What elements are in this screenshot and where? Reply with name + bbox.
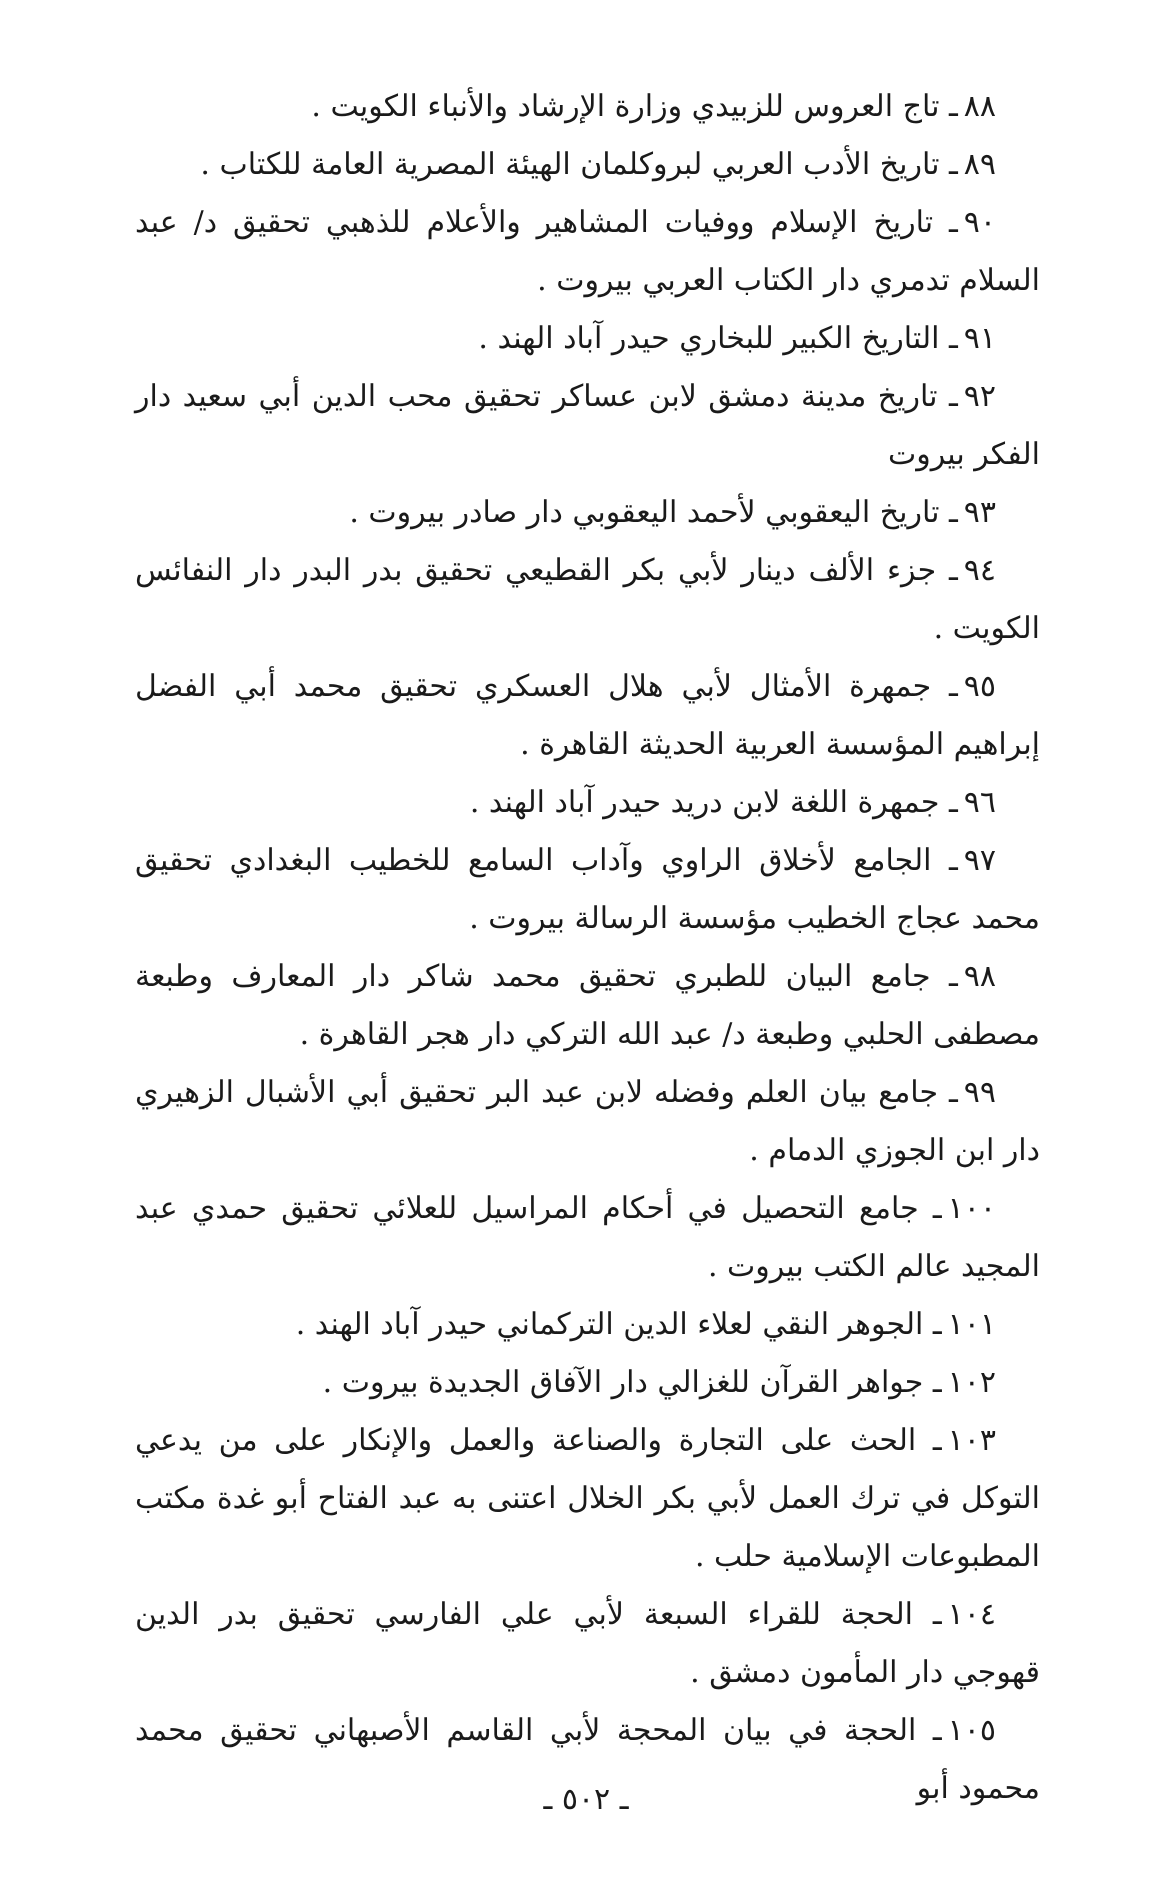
entry-number: ٩١ <box>963 321 996 356</box>
entry-text: ـ تاريخ الإسلام ووفيات المشاهير والأعلام للذهبي تحقيق د/ عبد السلام تدمري دار الكتاب العربي بيروت . <box>135 205 1040 298</box>
entry-text: ـ التاريخ الكبير للبخاري حيدر آباد الهند . <box>478 321 958 356</box>
entry-number: ٨٨ <box>963 89 996 124</box>
bibliography-entry-101 <box>135 1296 1040 1354</box>
entry-number: ٩٨ <box>963 959 996 994</box>
bibliography-entry-88 <box>135 78 1040 136</box>
entry-number: ١٠٥ <box>947 1713 996 1748</box>
bibliography-entry-92 <box>135 368 1040 484</box>
bibliography-entry-103 <box>135 1412 1040 1586</box>
entry-number: ١٠١ <box>947 1307 996 1342</box>
bibliography-entry-89 <box>135 136 1040 194</box>
bibliography-entry-91 <box>135 310 1040 368</box>
entry-number: ٨٩ <box>963 147 996 182</box>
entry-text: ـ جزء الألف دينار لأبي بكر القطيعي تحقيق بدر البدر دار النفائس الكويت . <box>135 553 1040 646</box>
entry-text: ـ جامع بيان العلم وفضله لابن عبد البر تحقيق أبي الأشبال الزهيري دار ابن الجوزي الدمام . <box>135 1075 1040 1168</box>
entry-text: ـ الحث على التجارة والصناعة والعمل والإنكار على من يدعي التوكل في ترك العمل لأبي بكر الخلال اعتنى به عبد الفتاح أبو غدة مكتب المطبوعات الإسلامية حلب . <box>135 1423 1040 1574</box>
bibliography-entry-99 <box>135 1064 1040 1180</box>
entry-text: ـ جمهرة الأمثال لأبي هلال العسكري تحقيق محمد أبي الفضل إبراهيم المؤسسة العربية الحديثة القاهرة . <box>135 669 1040 762</box>
page-number: ـ ٥٠٢ ـ <box>543 1782 629 1817</box>
bibliography-entry-95 <box>135 658 1040 774</box>
entry-text: ـ الجوهر النقي لعلاء الدين التركماني حيدر آباد الهند . <box>295 1307 942 1342</box>
entry-number: ٩٠ <box>963 205 996 240</box>
bibliography-entry-90 <box>135 194 1040 310</box>
entry-number: ١٠٤ <box>947 1597 997 1632</box>
entry-text: ـ تاريخ مدينة دمشق لابن عساكر تحقيق محب الدين أبي سعيد دار الفكر بيروت <box>135 379 1040 472</box>
entry-text: ـ جامع التحصيل في أحكام المراسيل للعلائي تحقيق حمدي عبد المجيد عالم الكتب بيروت . <box>135 1191 1040 1284</box>
entry-number: ٩٩ <box>963 1075 996 1110</box>
entry-text: ـ الحجة للقراء السبعة لأبي علي الفارسي تحقيق بدر الدين قهوجي دار المأمون دمشق . <box>135 1597 1040 1690</box>
entry-number: ١٠٢ <box>947 1365 996 1400</box>
bibliography-entry-104 <box>135 1586 1040 1702</box>
bibliography-entry-102 <box>135 1354 1040 1412</box>
entry-text: ـ تاج العروس للزبيدي وزارة الإرشاد والأنباء الكويت . <box>311 89 958 124</box>
entry-text: ـ جواهر القرآن للغزالي دار الآفاق الجديدة بيروت . <box>322 1365 942 1400</box>
bibliography-entry-97 <box>135 832 1040 948</box>
entry-text: ـ الحجة في بيان المحجة لأبي القاسم الأصبهاني تحقيق محمد محمود أبو <box>135 1713 1040 1806</box>
entry-number: ٩٢ <box>963 379 996 414</box>
entry-number: ٩٦ <box>963 785 996 820</box>
entry-number: ٩٧ <box>963 843 996 878</box>
entry-number: ٩٥ <box>963 669 996 704</box>
entry-number: ١٠٣ <box>947 1423 996 1458</box>
bibliography-entry-93 <box>135 484 1040 542</box>
bibliography-list <box>135 78 1040 1818</box>
bibliography-entry-100 <box>135 1180 1040 1296</box>
entry-text: ـ تاريخ اليعقوبي لأحمد اليعقوبي دار صادر بيروت . <box>349 495 958 530</box>
entry-text: ـ تاريخ الأدب العربي لبروكلمان الهيئة المصرية العامة للكتاب . <box>200 147 958 182</box>
entry-number: ١٠٠ <box>947 1191 996 1226</box>
bibliography-entry-98 <box>135 948 1040 1064</box>
entry-number: ٩٣ <box>963 495 996 530</box>
bibliography-entry-94 <box>135 542 1040 658</box>
entry-text: ـ جامع البيان للطبري تحقيق محمد شاكر دار المعارف وطبعة مصطفى الحلبي وطبعة د/ عبد الله التركي دار هجر القاهرة . <box>135 959 1040 1052</box>
entry-number: ٩٤ <box>963 553 996 588</box>
entry-text: ـ الجامع لأخلاق الراوي وآداب السامع للخطيب البغدادي تحقيق محمد عجاج الخطيب مؤسسة الرسالة بيروت . <box>135 843 1040 936</box>
bibliography-entry-96 <box>135 774 1040 832</box>
entry-text: ـ جمهرة اللغة لابن دريد حيدر آباد الهند . <box>469 785 958 820</box>
